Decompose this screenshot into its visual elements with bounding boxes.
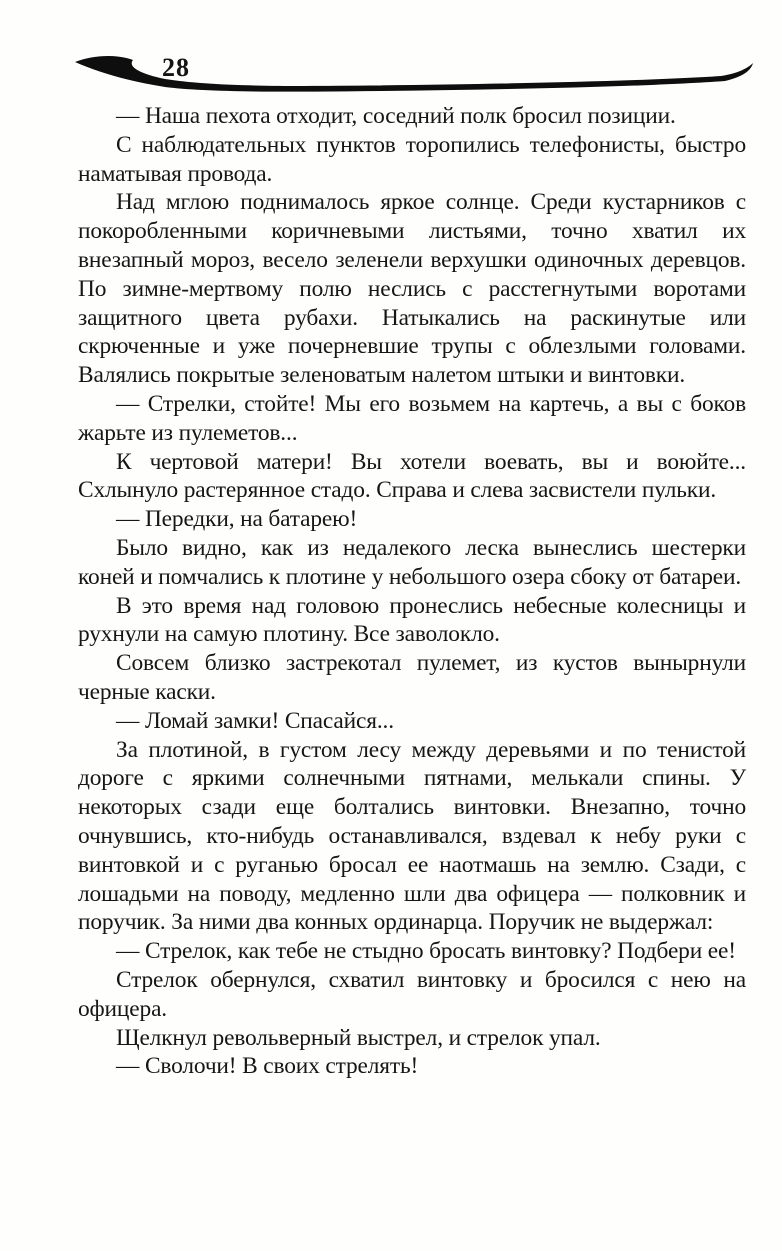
paragraph: Было видно, как из недалекого леска вынеслись шестерки коней и помчались к плотине у небольшого озера сбоку от батареи. — [78, 534, 746, 590]
paragraph: — Стрелки, стойте! Мы его возьмем на картечь, а вы с боков жарьте из пулеметов... — [78, 390, 746, 446]
paragraph: В это время над головою пронеслись небесные колесницы и рухнули на самую плотину. Все заволокло. — [78, 592, 746, 648]
body-text — [78, 102, 746, 1081]
paragraph: Совсем близко застрекотал пулемет, из кустов вынырнули черные каски. — [78, 650, 746, 705]
paragraph: — Сволочи! В своих стрелять! — [116, 1053, 419, 1080]
paragraph: Щелкнул револьверный выстрел, и стрелок упал. — [116, 1024, 601, 1051]
paragraph: Стрелок обернулся, схватил винтовку и бросился с нею на офицера. — [78, 966, 746, 1022]
page-number: 28 — [162, 53, 190, 82]
paragraph: — Стрелок, как тебе не стыдно бросать винтовку? Подбери ее! — [116, 938, 736, 965]
paragraph: За плотиной, в густом лесу между деревьями и по тенистой дороге с яркими солнечными пятнами, мелькали спины. У некоторых сзади еще болтались винтовки. Внезапно, точно очнувшись, кто-нибудь останавливался, вздевал к небу руки с винтовкой и с руганью бросал ее наотмашь на землю. Сзади, с лошадьми на поводу, медленно шли два офицера — полковник и поручик. За ними два конных ординарца. Поручик не выдержал: — [78, 736, 746, 936]
page-header — [73, 52, 757, 98]
paragraph: С наблюдательных пунктов торопились телефонисты, быстро наматывая провода. — [78, 131, 746, 187]
paragraph: — Ломай замки! Спасайся... — [116, 707, 394, 734]
paragraph: — Передки, на батарею! — [116, 506, 358, 533]
paragraph: — Наша пехота отходит, соседний полк бросил позиции. — [116, 103, 676, 129]
paragraph: Над мглою поднималось яркое солнце. Среди кустарников с покоробленными коричневыми листьями, точно хватил их внезапный мороз, весело зеленели верхушки одиночных деревцов. По зимне-мертвому полю неслись с расстегнутыми воротами защитного цвета рубахи. Натыкались на раскинутые или скрюченные и уже почерневшие трупы с облезлыми головами. Валялись покрытые зеленоватым налетом штыки и винтовки. — [78, 189, 746, 389]
paragraph: К чертовой матери! Вы хотели воевать, вы и воюйте... Схлынуло растерянное стадо. Справа и слева засвистели пульки. — [78, 448, 746, 504]
